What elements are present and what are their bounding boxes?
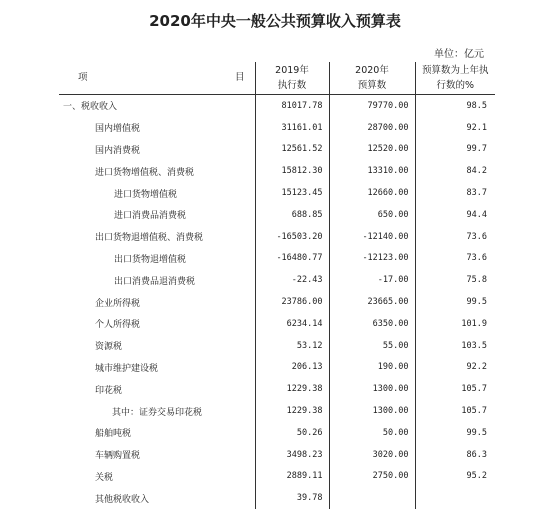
row-item-name: 车辆购置税 <box>95 451 141 462</box>
row-item-name: 其中：证券交易印花税 <box>112 407 203 418</box>
header-ratio-line1: 预算数为上年执 <box>421 65 489 76</box>
row-value-2019: 6234.14 <box>255 313 329 335</box>
table-row <box>59 291 495 313</box>
header-ratio-line2: 行数的% <box>436 80 475 91</box>
row-item-name: 资源税 <box>95 342 123 353</box>
row-ratio: 105.7 <box>415 378 495 400</box>
row-item-name: 其他税收收入 <box>95 494 150 505</box>
table-row <box>59 422 495 444</box>
row-item-name: 关税 <box>95 472 114 483</box>
row-value-2019: -22.43 <box>255 269 329 291</box>
row-value-2019: 3498.23 <box>255 444 329 466</box>
row-ratio: 84.2 <box>415 160 495 182</box>
row-value-2020: 28700.00 <box>329 117 415 139</box>
row-value-2020: 55.00 <box>329 335 415 357</box>
row-item-name: 国内消费税 <box>95 145 141 156</box>
table-row <box>59 226 495 248</box>
table-row <box>59 139 495 161</box>
row-item-name: 进口消费品消费税 <box>114 211 187 222</box>
table-row <box>59 313 495 335</box>
row-ratio: 103.5 <box>415 335 495 357</box>
table-row <box>59 182 495 204</box>
header-2019-line2: 执行数 <box>277 80 307 91</box>
table-row <box>59 160 495 182</box>
row-value-2020: -17.00 <box>329 269 415 291</box>
row-value-2020: -12123.00 <box>329 248 415 270</box>
table-row <box>59 487 495 509</box>
row-value-2020: 50.00 <box>329 422 415 444</box>
row-ratio <box>415 487 495 509</box>
table-row <box>59 466 495 488</box>
row-value-2019: -16503.20 <box>255 226 329 248</box>
row-ratio: 99.5 <box>415 291 495 313</box>
row-ratio: 98.5 <box>415 95 495 117</box>
row-ratio: 92.2 <box>415 357 495 379</box>
row-ratio: 75.8 <box>415 269 495 291</box>
row-item-name: 出口货物退增值税 <box>114 254 187 265</box>
row-value-2020: 2750.00 <box>329 466 415 488</box>
budget-table <box>59 62 495 509</box>
row-value-2019: 1229.38 <box>255 378 329 400</box>
header-2020-line2: 预算数 <box>357 80 387 91</box>
row-value-2020: 12660.00 <box>329 182 415 204</box>
row-value-2019: 2889.11 <box>255 466 329 488</box>
row-ratio: 99.5 <box>415 422 495 444</box>
header-item-left: 项 <box>78 72 88 83</box>
table-row <box>59 95 495 117</box>
table-row <box>59 248 495 270</box>
page-title: 2020年中央一般公共预算收入预算表 <box>149 12 401 30</box>
row-ratio: 105.7 <box>415 400 495 422</box>
row-value-2020: 12520.00 <box>329 139 415 161</box>
row-value-2020: 6350.00 <box>329 313 415 335</box>
row-item-name: 进口货物增值税、消费税 <box>95 167 195 178</box>
row-value-2020: 1300.00 <box>329 378 415 400</box>
row-value-2020: 650.00 <box>329 204 415 226</box>
row-ratio: 101.9 <box>415 313 495 335</box>
header-item-right: 目 <box>234 72 245 83</box>
row-ratio: 73.6 <box>415 226 495 248</box>
row-value-2019: 206.13 <box>255 357 329 379</box>
table-row <box>59 335 495 357</box>
table-header-row <box>59 62 495 95</box>
row-value-2019: 15123.45 <box>255 182 329 204</box>
row-item-name: 一、税收收入 <box>63 102 118 113</box>
table-row <box>59 204 495 226</box>
row-ratio: 73.6 <box>415 248 495 270</box>
table-row <box>59 357 495 379</box>
row-item-name: 国内增值税 <box>95 124 141 135</box>
row-item-name: 个人所得税 <box>95 320 141 331</box>
row-value-2020 <box>329 487 415 509</box>
table-row <box>59 117 495 139</box>
row-value-2019: 12561.52 <box>255 139 329 161</box>
header-2019 <box>255 62 329 95</box>
unit-label: 单位：亿元 <box>434 49 484 60</box>
row-value-2020: 23665.00 <box>329 291 415 313</box>
header-2019-line1: 2019年 <box>275 65 309 76</box>
header-2020 <box>329 62 415 95</box>
row-ratio: 92.1 <box>415 117 495 139</box>
header-item <box>59 62 255 95</box>
header-2020-line1: 2020年 <box>355 65 389 76</box>
row-item-name: 企业所得税 <box>95 298 141 309</box>
row-ratio: 99.7 <box>415 139 495 161</box>
table-row <box>59 444 495 466</box>
table-row <box>59 378 495 400</box>
row-value-2020: 13310.00 <box>329 160 415 182</box>
row-value-2020: -12140.00 <box>329 226 415 248</box>
header-ratio <box>415 62 495 95</box>
row-ratio: 86.3 <box>415 444 495 466</box>
row-value-2019: 39.78 <box>255 487 329 509</box>
row-value-2019: 1229.38 <box>255 400 329 422</box>
row-item-name: 印花税 <box>95 385 123 396</box>
row-value-2020: 190.00 <box>329 357 415 379</box>
row-value-2020: 1300.00 <box>329 400 415 422</box>
table-row <box>59 400 495 422</box>
row-value-2019: -16480.77 <box>255 248 329 270</box>
row-value-2019: 31161.01 <box>255 117 329 139</box>
row-value-2019: 15812.30 <box>255 160 329 182</box>
row-item-name: 进口货物增值税 <box>114 189 178 200</box>
row-item-name: 出口消费品退消费税 <box>114 276 196 287</box>
row-ratio: 95.2 <box>415 466 495 488</box>
row-value-2019: 23786.00 <box>255 291 329 313</box>
row-item-name: 船舶吨税 <box>95 429 132 440</box>
row-item-name: 城市维护建设税 <box>95 363 159 374</box>
row-value-2019: 50.26 <box>255 422 329 444</box>
row-ratio: 83.7 <box>415 182 495 204</box>
row-item-name: 出口货物退增值税、消费税 <box>95 233 204 244</box>
table-row <box>59 269 495 291</box>
row-value-2019: 53.12 <box>255 335 329 357</box>
row-value-2020: 3020.00 <box>329 444 415 466</box>
row-value-2019: 81017.78 <box>255 95 329 117</box>
row-value-2019: 688.85 <box>255 204 329 226</box>
row-value-2020: 79770.00 <box>329 95 415 117</box>
row-ratio: 94.4 <box>415 204 495 226</box>
